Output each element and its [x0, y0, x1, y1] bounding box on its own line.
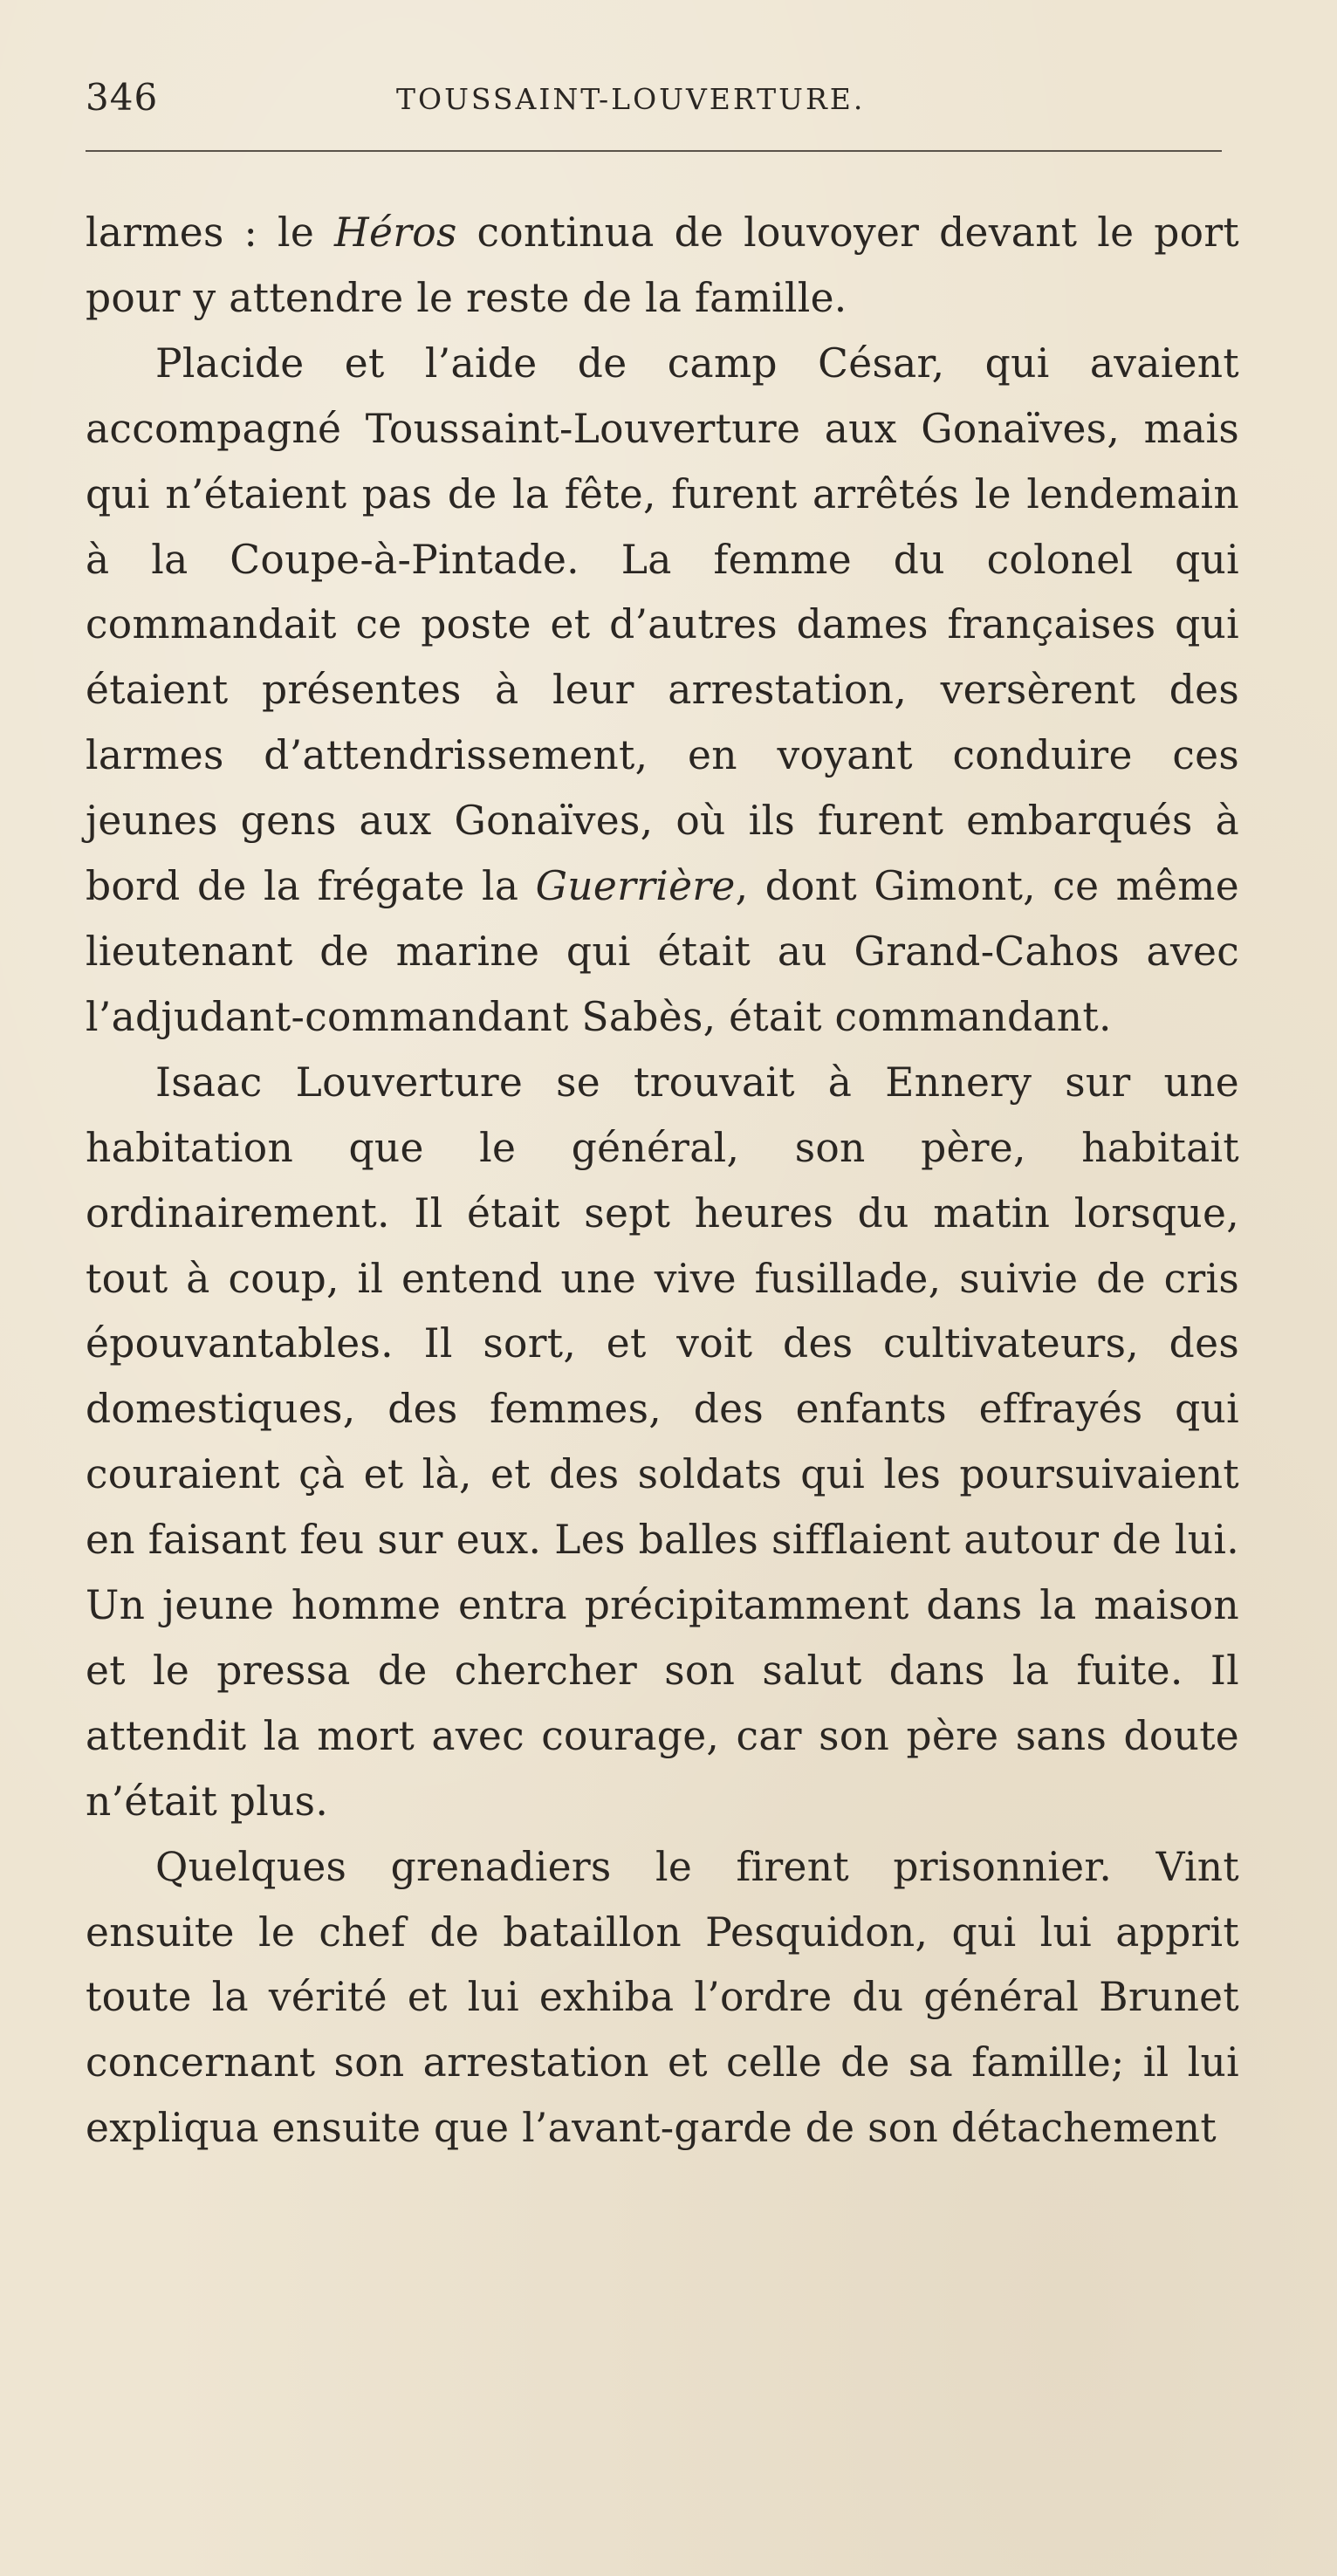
- page-number: 346: [86, 76, 159, 119]
- paragraph-2: Placide et l’aide de camp César, qui avaient accompagné Toussaint-Louverture aux Gonaïves, mais qui n’étaient pas de la fête, furent arrêtés le lendemain à la Coupe-à-Pintade. La femme du colonel qui commandait ce poste et d’autres dames françaises qui étaient présentes à leur arrestation, versèrent des larmes d’attendrissement, en voyant conduire ces jeunes gens aux Gonaïves, où ils furent embarqués à bord de la frégate la Guerrière, dont Gimont, ce même lieutenant de marine qui était au Grand-Cahos avec l’adjudant-commandant Sabès, était commandant.: [86, 339, 1239, 1040]
- paragraph-1: larmes : le Héros continua de louvoyer devant le port pour y attendre le reste de la famille.: [86, 209, 1239, 321]
- paragraph-4: Quelques grenadiers le firent prisonnier. Vint ensuite le chef de bataillon Pesquidon, qui lui apprit toute la vérité et lui exhiba l’ordre du général Brunet concernant son arrestation et celle de sa famille; il lui expliqua ensuite que l’avant-garde de son détachement: [86, 1843, 1239, 2152]
- page-header: [86, 72, 1220, 124]
- paragraph-3: Isaac Louverture se trouvait à Ennery sur une habitation que le général, son père, habitait ordinairement. Il était sept heures du matin lorsque, tout à coup, il entend une vive fusillade, suivie de cris épouvantables. Il sort, et voit des cultivateurs, des domestiques, des femmes, des enfants effrayés qui couraient çà et là, et des soldats qui les poursuivaient en faisant feu sur eux. Les balles sifflaient autour de lui. Un jeune homme entra précipitamment dans la maison et le pressa de chercher son salut dans la fuite. Il attendit la mort avec courage, car son père sans doute n’était plus.: [86, 1058, 1239, 1825]
- ship-name-guerriere: Guerrière: [535, 863, 736, 910]
- running-title: TOUSSAINT-LOUVERTURE.: [396, 82, 866, 116]
- header-rule: [86, 150, 1222, 152]
- ship-name-heros: Héros: [334, 209, 457, 256]
- body-text: [86, 201, 1239, 2162]
